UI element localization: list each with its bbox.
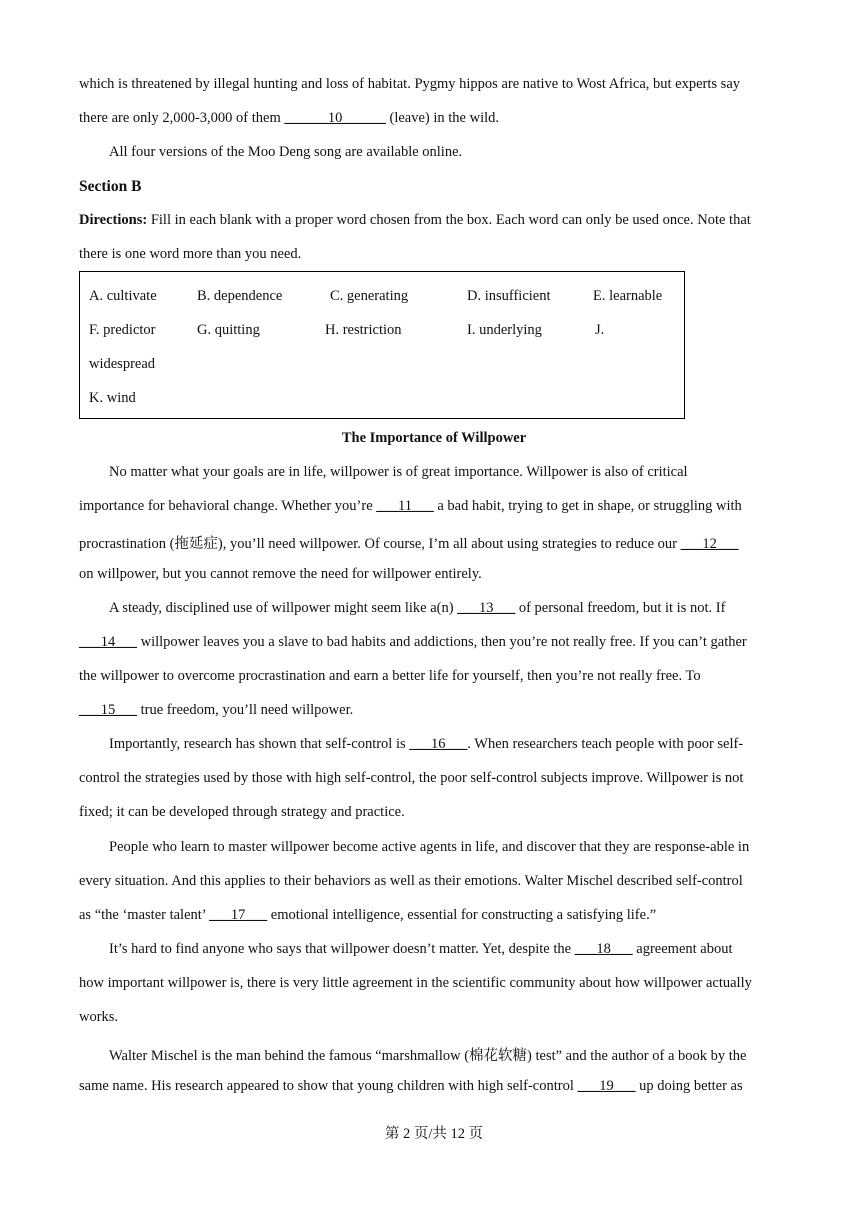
text-line: fixed; it can be developed through strategy and practice. (79, 804, 405, 820)
section-heading: Section B (79, 178, 142, 195)
option-b: B. dependence (197, 288, 283, 304)
option-e: E. learnable (593, 288, 663, 304)
text-line: on willpower, but you cannot remove the need for willpower entirely. (79, 566, 482, 582)
text-line: how important willpower is, there is very little agreement in the scientific community about how willpower actually (79, 975, 752, 991)
text-segment: (leave) in the wild. (385, 110, 499, 126)
blank-19: ___19___ (577, 1078, 636, 1094)
text-segment: emotional intelligence, essential for constructing a satisfying life.” (267, 907, 657, 923)
text-line (79, 634, 747, 651)
text-segment: as “the ‘master talent’ (79, 907, 210, 923)
option-j: J. (595, 322, 605, 338)
text-line: works. (79, 1009, 119, 1025)
blank-15: ___15___ (79, 702, 137, 718)
blank-18: ___18___ (574, 941, 633, 957)
blank-11: ___11___ (376, 498, 434, 514)
option-i: I. underlying (467, 322, 542, 338)
blank-16: ___16___ (409, 736, 468, 752)
text-line (79, 1078, 743, 1095)
text-line (109, 941, 733, 958)
text-segment: procrastination (拖延症), you’ll need willpower. Of course, I’m all about using strategies to reduce our (79, 536, 681, 552)
option-k: K. wind (89, 390, 136, 406)
option-a: A. cultivate (89, 288, 157, 304)
blank-17: ___17___ (209, 907, 268, 923)
text-line: Walter Mischel is the man behind the famous “marshmallow (棉花软糖) test” and the author of a book by the (109, 1048, 747, 1064)
text-segment: Fill in each blank with a proper word chosen from the box. Each word can only be used once. Note that (147, 212, 751, 228)
page-footer: 第 2 页/共 12 页 (384, 1126, 484, 1142)
text-line (79, 907, 656, 924)
blank-12: ___12___ (680, 536, 739, 552)
text-line (79, 702, 353, 719)
text-line (79, 498, 742, 515)
option-g: G. quitting (197, 322, 260, 338)
option-c: C. generating (330, 288, 409, 304)
text-segment: up doing better as (635, 1078, 743, 1094)
text-line: control the strategies used by those with high self-control, the poor self-control subjects improve. Willpower is not (79, 770, 744, 786)
text-line: No matter what your goals are in life, willpower is of great importance. Willpower is also of critical (109, 464, 688, 480)
directions-line: there is one word more than you need. (79, 246, 302, 262)
text-segment: of personal freedom, but it is not. If (515, 600, 726, 616)
text-line: the willpower to overcome procrastination and earn a better life for yourself, then you’re not really free. To (79, 668, 701, 684)
text-segment: there are only 2,000-3,000 of them (79, 110, 285, 126)
blank-14: ___14___ (79, 634, 137, 650)
text-line (79, 532, 739, 553)
text-segment: Importantly, research has shown that self-control is (109, 736, 410, 752)
text-line: which is threatened by illegal hunting and loss of habitat. Pygmy hippos are native to Wost Africa, but experts say (79, 76, 741, 92)
directions-label: Directions: (79, 212, 148, 228)
blank-13: ___13___ (457, 600, 516, 616)
word-box (79, 271, 685, 419)
blank-10: ______10______ (284, 110, 386, 126)
text-segment: It’s hard to find anyone who says that willpower doesn’t matter. Yet, despite the (109, 941, 575, 957)
text-line (109, 736, 743, 753)
text-segment: a bad habit, trying to get in shape, or struggling with (433, 498, 742, 514)
directions-line (79, 212, 751, 229)
text-line: every situation. And this applies to their behaviors as well as their emotions. Walter Mischel described self-control (79, 873, 743, 889)
text-line (109, 600, 725, 617)
text-segment: willpower leaves you a slave to bad habits and addictions, then you’re not really free. If you can’t gather (137, 634, 747, 650)
text-segment: . When researchers teach people with poor self- (467, 736, 744, 752)
option-f: F. predictor (89, 322, 156, 338)
text-line (79, 110, 499, 127)
option-d: D. insufficient (467, 288, 551, 304)
text-segment: agreement about (632, 941, 733, 957)
text-line: All four versions of the Moo Deng song are available online. (109, 144, 463, 160)
option-j-word: widespread (89, 356, 156, 372)
passage-title: The Importance of Willpower (341, 430, 527, 446)
text-segment: A steady, disciplined use of willpower might seem like a(n) (109, 600, 458, 616)
text-segment: true freedom, you’ll need willpower. (137, 702, 354, 718)
text-line: People who learn to master willpower become active agents in life, and discover that they are response-able in (109, 839, 750, 855)
text-segment: importance for behavioral change. Whether you’re (79, 498, 377, 514)
text-segment: same name. His research appeared to show that young children with high self-control (79, 1078, 578, 1094)
option-h: H. restriction (325, 322, 402, 338)
